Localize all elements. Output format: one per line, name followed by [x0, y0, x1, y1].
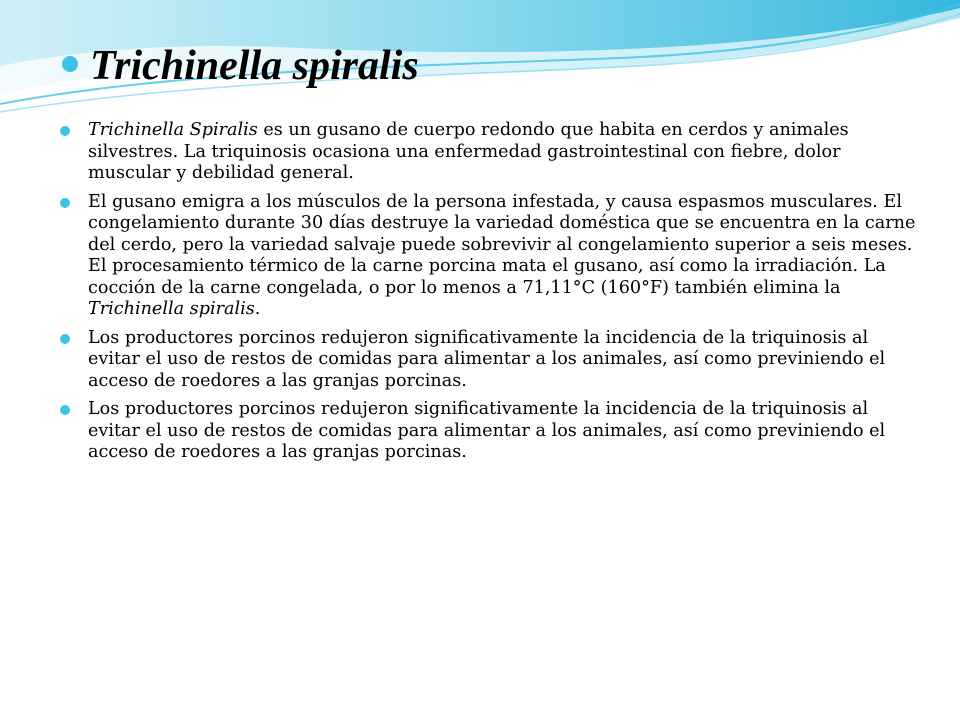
- bullet-text-end: .: [254, 299, 261, 319]
- title-bullet-icon: [62, 56, 78, 72]
- bullet-icon: [60, 405, 70, 415]
- bullet-icon: [60, 126, 70, 136]
- species-name-italic: Trichinella Spiralis: [88, 120, 258, 140]
- bullet-item-4: [60, 399, 920, 464]
- bullet-item-3: [60, 328, 920, 393]
- bullet-icon: [60, 334, 70, 344]
- bullet-text: es un gusano de cuerpo redondo que habita en cerdos y animales silvestres. La triquinosis ocasiona una enfermedad gastrointestinal con fiebre, dolor muscular y debilidad general.: [88, 120, 849, 183]
- bullet-list: [60, 120, 920, 471]
- bullet-text: El gusano emigra a los músculos de la persona infestada, y causa espasmos musculares. El congelamiento durante 30 días destruye la variedad doméstica que se encuentra en la carne del cerdo, pero la variedad salvaje puede sobrevivir al congelamiento superior a seis meses. El procesamiento térmico de la carne porcina mata el gusano, así como la irradiación. La cocción de la carne congelada, o por lo menos a 71,11°C (160°F) también elimina la: [88, 191, 916, 298]
- species-name-italic: Trichinella spiralis: [88, 299, 255, 319]
- bullet-item-1: [60, 120, 920, 185]
- bullet-item-2: [60, 192, 920, 321]
- bullet-text: Los productores porcinos redujeron significativamente la incidencia de la triquinosis al evitar el uso de restos de comidas para alimentar a los animales, así como previniendo el acceso de roedores a las granjas porcinas.: [88, 399, 886, 462]
- bullet-text: Los productores porcinos redujeron significativamente la incidencia de la triquinosis al evitar el uso de restos de comidas para alimentar a los animales, así como previniendo el acceso de roedores a las granjas porcinas.: [88, 327, 886, 391]
- title-row: [62, 40, 942, 100]
- bullet-icon: [60, 198, 70, 208]
- slide-title: Trichinella spiralis: [90, 43, 419, 89]
